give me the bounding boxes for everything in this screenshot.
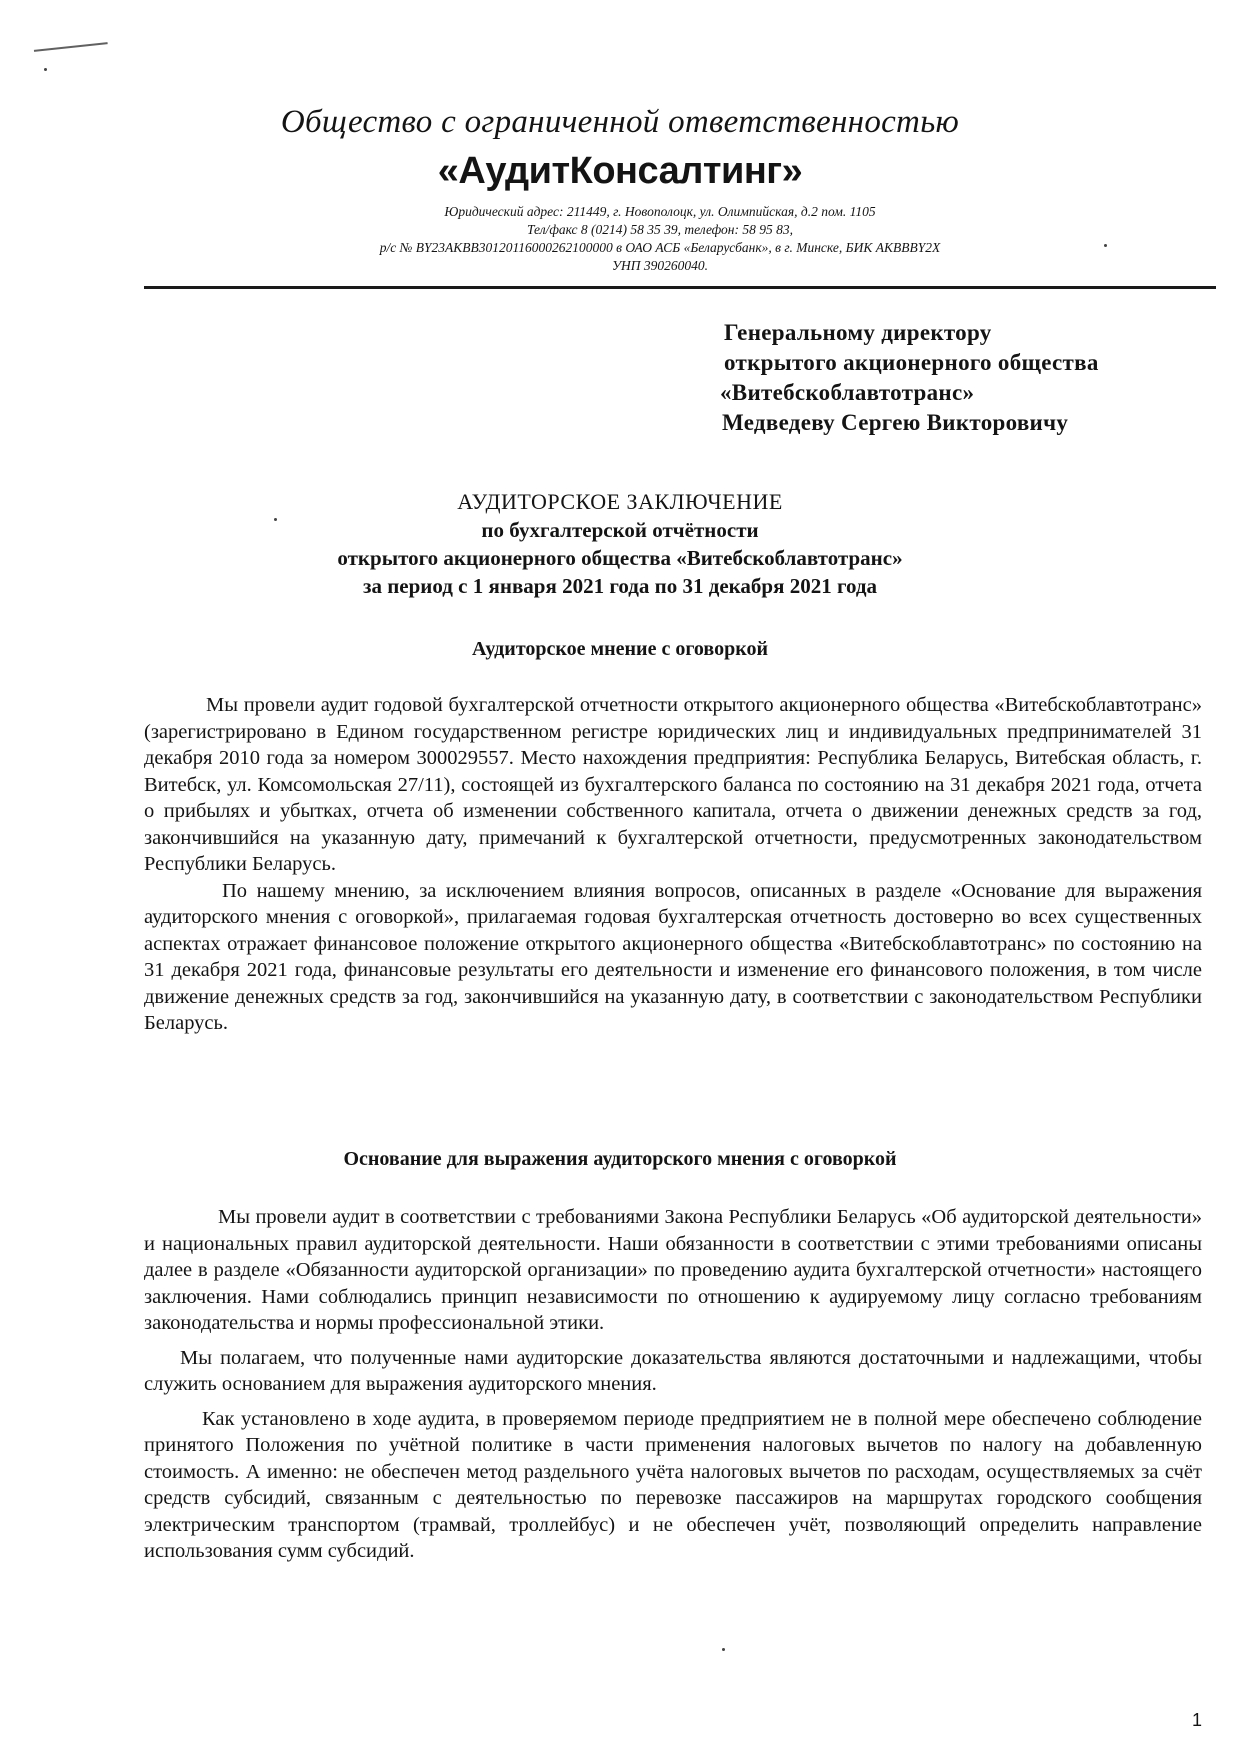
section-body-qualified-opinion: [144, 692, 1202, 1037]
scan-artifact-dot: [44, 68, 47, 71]
paragraph: Мы провели аудит годовой бухгалтерской отчетности открытого акционерного общества «Витебскоблавтотранс» (зарегистрировано в Едином государственном регистре юридических лиц и индивидуальных предпринимателей 31 декабря 2010 года за номером 300029557. Место нахождения предприятия: Республика Беларусь, Витебская область, г. Витебск, ул. Комсомольская 27/11), состоящей из бухгалтерского баланса по состоянию на 31 декабря 2021 года, отчета о прибылях и убытках, отчета об изменении собственного капитала, отчета о движении денежных средств за год, закончившийся на указанную дату, примечаний к бухгалтерской отчетности, предусмотренных законодательством Республики Беларусь.: [144, 694, 1202, 875]
organization-type: Общество с ограниченной ответственностью: [280, 104, 960, 140]
document-subtitle: по бухгалтерской отчётности: [481, 518, 759, 542]
scan-artifact-dot: [1104, 244, 1107, 247]
addressee-block: [720, 318, 1099, 438]
section-heading-basis-for-opinion: Основание для выражения аудиторского мнения с оговоркой: [343, 1148, 897, 1170]
tax-id: УНП 390260040.: [611, 258, 709, 273]
addressee-line: «Витебскоблавтотранс»: [720, 380, 975, 405]
addressee-line: открытого акционерного общества: [724, 350, 1099, 375]
document-subtitle: открытого акционерного общества «Витебскоблавтотранс»: [337, 546, 903, 570]
page-number: 1: [1192, 1710, 1203, 1730]
letterhead-divider: [144, 286, 1216, 289]
document-title-block: [0, 488, 1240, 600]
paragraph: По нашему мнению, за исключением влияния вопросов, описанных в разделе «Основание для выражения аудиторского мнения с оговоркой», прилагаемая годовая бухгалтерская отчетность достоверно во всех существенных аспектах отражает финансовое положение открытого акционерного общества «Витебскоблавтотранс» по состоянию на 31 декабря 2021 года, финансовые результаты его деятельности и изменение его финансового положения, в том числе движение денежных средств за год, закончившийся на указанную дату, в соответствии с законодательством Республики Беларусь.: [144, 879, 1202, 1034]
addressee-line: Медведеву Сергею Викторовичу: [722, 410, 1069, 435]
addressee-line: Генеральному директору: [724, 320, 992, 345]
legal-address: Юридический адрес: 211449, г. Новополоцк, ул. Олимпийская, д.2 пом. 1105: [444, 204, 876, 219]
scan-artifact-stroke: [34, 42, 108, 56]
phone-fax: Тел/факс 8 (0214) 58 35 39, телефон: 58 95 83,: [527, 222, 793, 237]
scan-artifact-dot: [722, 1648, 725, 1651]
document-subtitle: за период с 1 января 2021 года по 31 декабря 2021 года: [363, 574, 877, 598]
paragraph: Мы полагаем, что полученные нами аудиторские доказательства являются достаточными и надлежащими, чтобы служить основанием для выражения аудиторского мнения.: [144, 1346, 1202, 1395]
bank-account: р/с № BY23AKBB30120116000262100000 в ОАО АСБ «Беларусбанк», в г. Минске, БИК AKBBBY2X: [379, 240, 941, 255]
paragraph: Как установлено в ходе аудита, в проверяемом периоде предприятием не в полной мере обеспечено соблюдение принятого Положения по учётной политике в части применения налоговых вычетов по налогу на добавленную стоимость. А именно: не обеспечен метод раздельного учёта налоговых вычетов по расходам, осуществляемых за счёт средств субсидий, связанным с деятельностью по перевозке пассажиров на маршрутах городского сообщения электрическим транспортом (трамвай, троллейбус) и не обеспечен учёт, позволяющий определить направление использования сумм субсидий.: [144, 1407, 1202, 1562]
paragraph: Мы провели аудит в соответствии с требованиями Закона Республики Беларусь «Об аудиторской деятельности» и национальных правил аудиторской деятельности. Наши обязанности в соответствии с этими требованиями описаны далее в разделе «Обязанности аудиторской организации» по проведению аудита бухгалтерской отчетности» настоящего заключения. Нами соблюдались принцип независимости по отношению к аудируемому лицу согласно требованиям законодательства и нормы профессиональной этики.: [144, 1206, 1202, 1334]
organization-requisites: [250, 203, 1070, 275]
section-body-basis-for-opinion: [144, 1204, 1202, 1565]
document-title: АУДИТОРСКОЕ ЗАКЛЮЧЕНИЕ: [457, 489, 783, 514]
section-heading-qualified-opinion: Аудиторское мнение с оговоркой: [471, 638, 768, 660]
organization-name: «АудитКонсалтинг»: [437, 150, 803, 192]
